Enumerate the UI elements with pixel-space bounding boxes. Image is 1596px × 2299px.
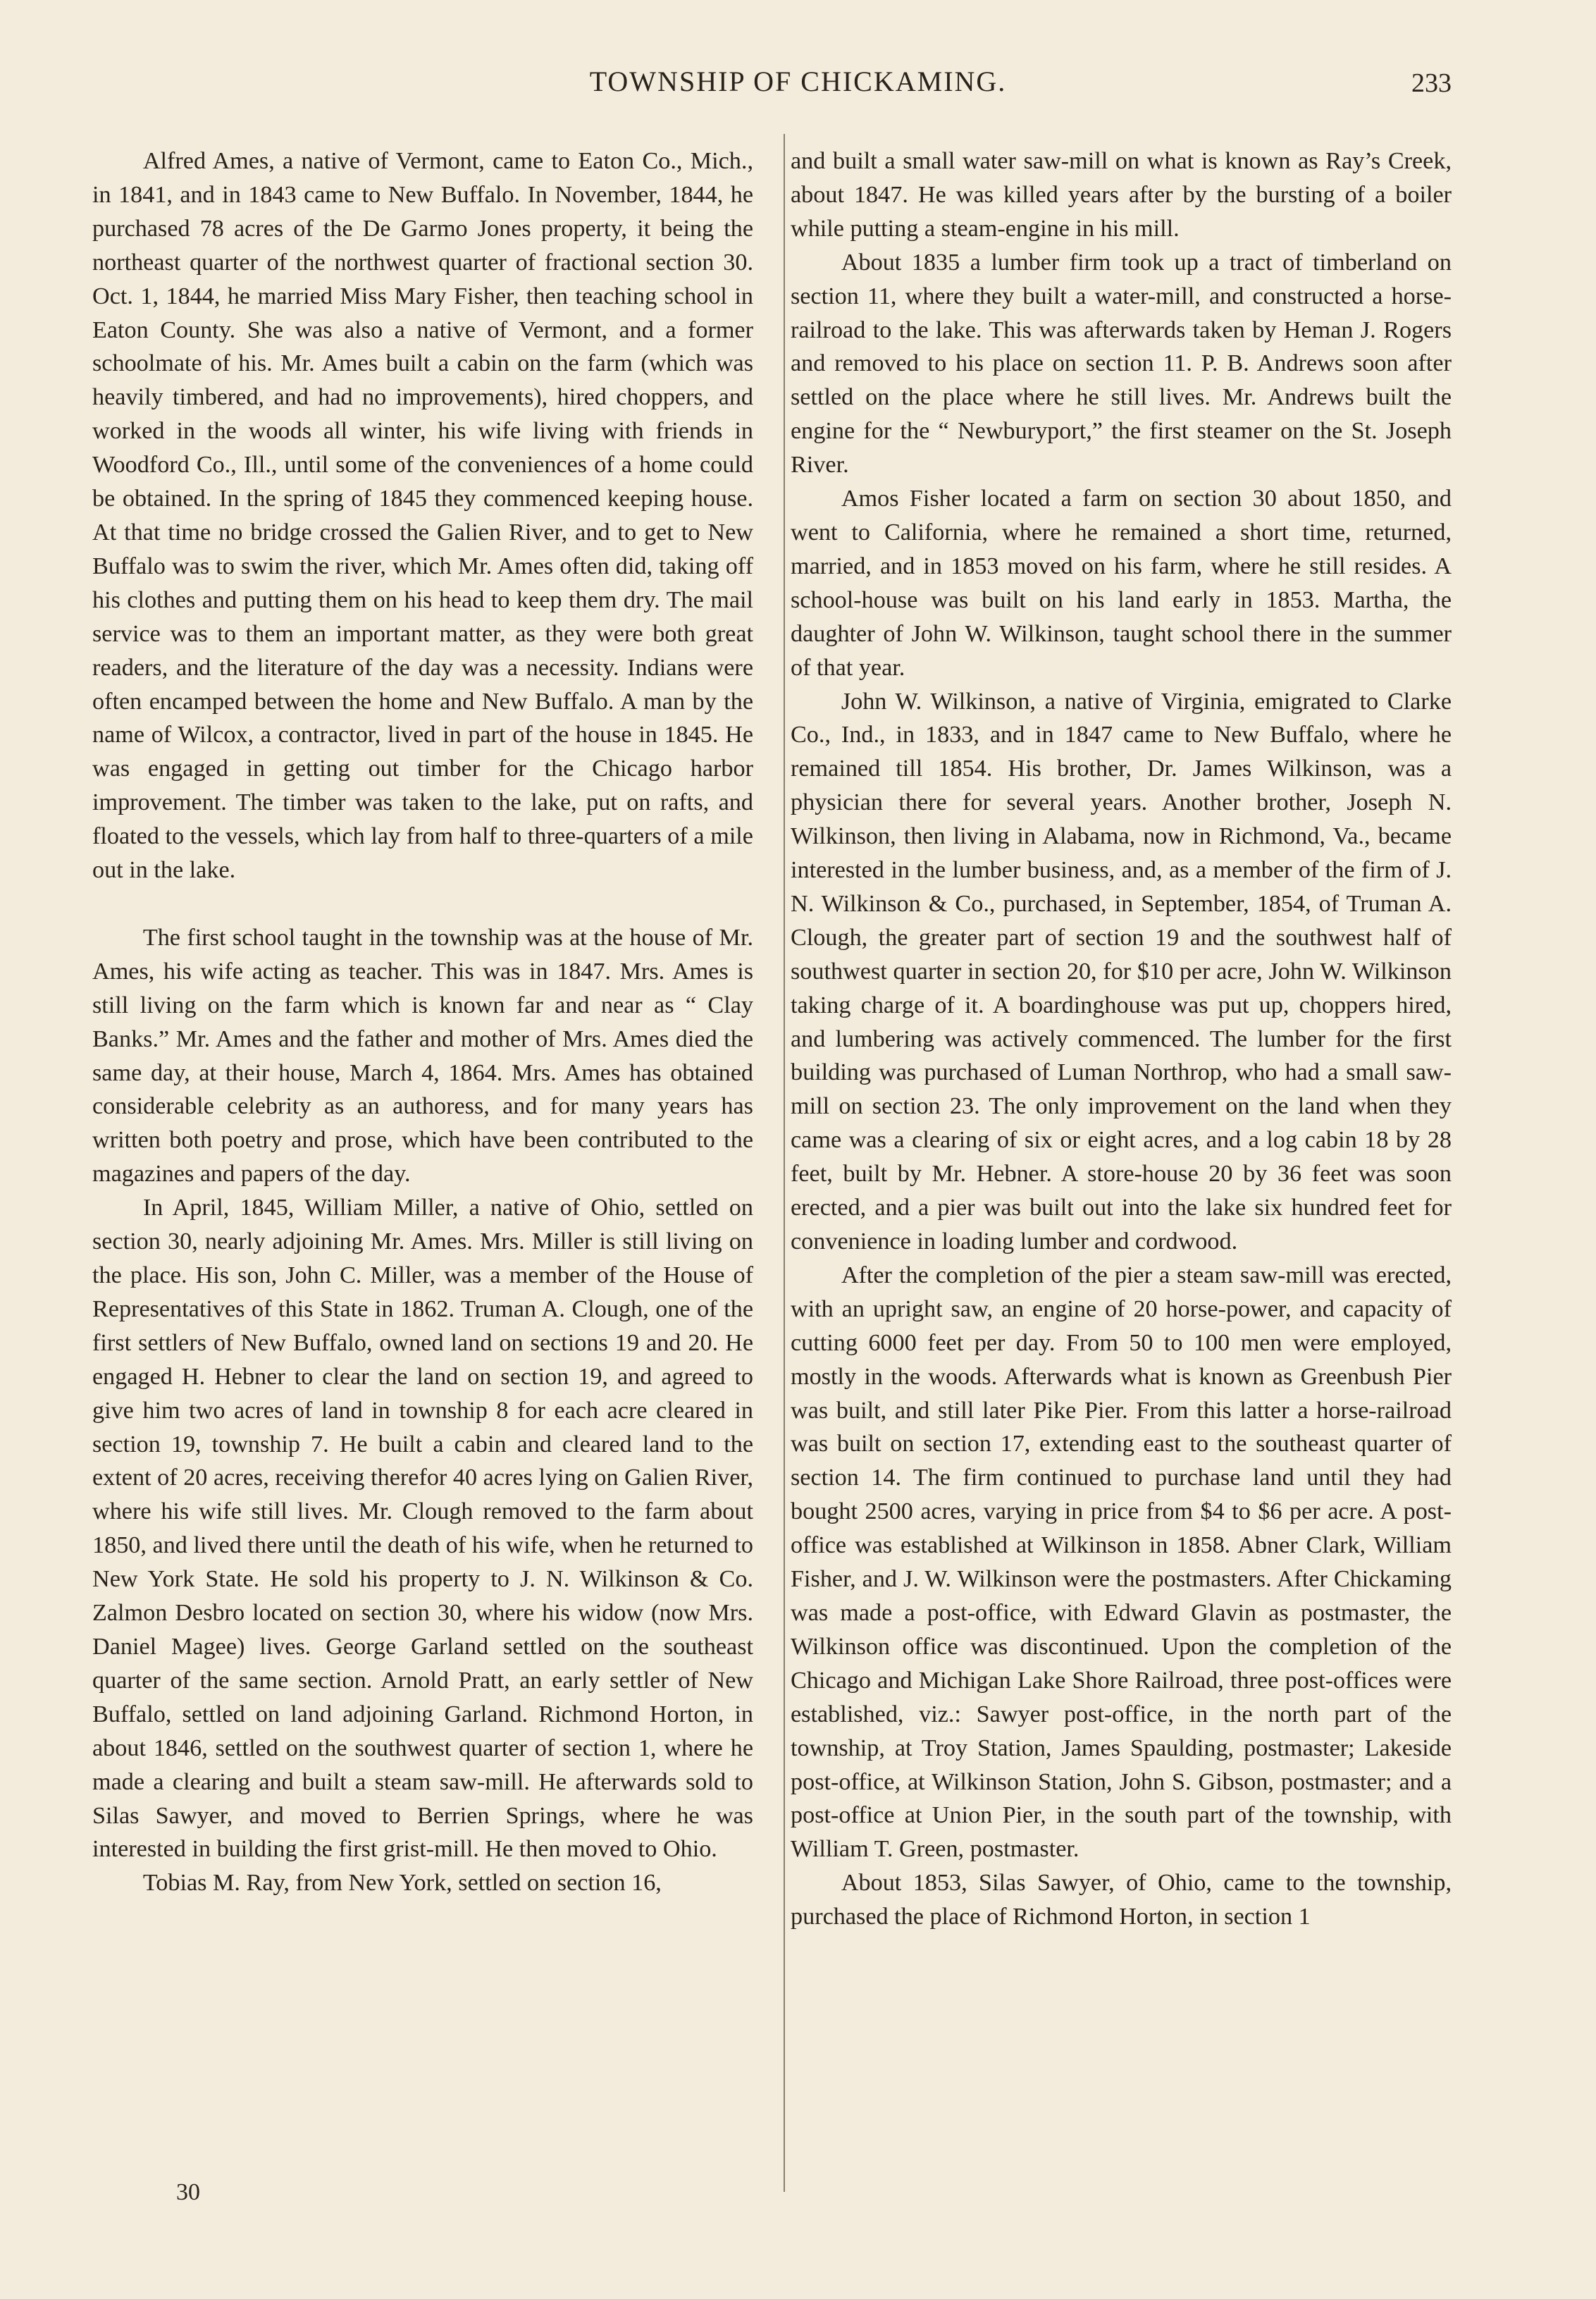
paragraph-first-school: The first school taught in the township was at the house of Mr. Ames, his wife acting as teacher. This was in 1847. Mrs. Ames is still living on the farm which is known far and near as “ Clay Banks.” Mr. Ames and the father and mother of Mrs. Ames died the same day, at their house, March 4, 1864. Mrs. Ames has obtained considerable celebrity as an authoress, and for many years has written both poetry and prose, which have been contributed to the magazines and papers of the day. bbox=[92, 924, 753, 1188]
paragraph-saw-mill: After the completion of the pier a steam saw-mill was erected, with an upright saw, an engine of 20 horse-power, and capacity of cutting 6000 feet per day. From 50 to 100 men were employed, mostly in the woods. Afterwards what is known as Greenbush Pier was built, and still later Pike Pier. From this latter a horse-railroad was built on section 17, extending east to the southeast quarter of section 14. The firm continued to purchase land until they had bought 2500 acres, varying in price from $4 to $6 per acre. A post-office was established at Wilkinson in 1858. Abner Clark, William Fisher, and J. W. Wilkinson were the postmasters. After Chickaming was made a post-office, with Edward Glavin as postmaster, the Wilkinson office was discontinued. Upon the completion of the Chicago and Michigan Lake Shore Railroad, three post-offices were established, viz.: Sawyer post-office, in the north part of the township, at Troy Station, James Spaulding, postmaster; Lakeside post-office, at Wilkinson Station, John S. Gibson, postmaster; and a post-office at Union Pier, in the south part of the township, with William T. Green, postmaster. bbox=[791, 1262, 1452, 1863]
page-header bbox=[0, 65, 1596, 107]
column-divider bbox=[784, 134, 785, 2192]
paragraph-lumber-firm: About 1835 a lumber firm took up a tract of timberland on section 11, where they built a water-mill, and constructed a horse-railroad to the lake. This was afterwards taken by Heman J. Rogers and removed to his place on section 11. P. B. Andrews soon after settled on the place where he still lives. Mr. Andrews built the engine for the “ Newburyport,” the first steamer on the St. Joseph River. bbox=[791, 249, 1452, 479]
signature-mark: 30 bbox=[176, 2179, 200, 2205]
paragraph-fisher: Amos Fisher located a farm on section 30 about 1850, and went to California, where he remained a short time, returned, married, and in 1853 moved on his farm, where he still resides. A school-house was built on his land early in 1853. Martha, the daughter of John W. Wilkinson, taught school there in the summer of that year. bbox=[791, 486, 1452, 681]
right-column bbox=[791, 144, 1452, 1934]
paragraph-ames: Alfred Ames, a native of Vermont, came to Eaton Co., Mich., in 1841, and in 1843 came to New Buffalo. In November, 1844, he purchased 78 acres of the De Garmo Jones property, it being the northeast quarter of the northwest quarter of fractional section 30. Oct. 1, 1844, he married Miss Mary Fisher, then teaching school in Eaton County. She was also a native of Vermont, and a former schoolmate of his. Mr. Ames built a cabin on the farm (which was heavily timbered, and had no improvements), hired choppers, and worked in the woods all winter, his wife living with friends in Woodford Co., Ill., until some of the conveniences of a home could be obtained. In the spring of 1845 they commenced keeping house. At that time no bridge crossed the Galien River, and to get to New Buffalo was to swim the river, which Mr. Ames often did, taking off his clothes and putting them on his head to keep them dry. The mail service was to them an important matter, as they were both great readers, and the literature of the day was a necessity. Indians were often encamped between the home and New Buffalo. A man by the name of Wilcox, a contractor, lived in part of the house in 1845. He was engaged in getting out timber for the Chicago harbor improvement. The timber was taken to the lake, put on rafts, and floated to the vessels, which lay from half to three-quarters of a mile out in the lake. bbox=[92, 148, 753, 884]
paragraph-wilkinson: John W. Wilkinson, a native of Virginia, emigrated to Clarke Co., Ind., in 1833, and in 1847 came to New Buffalo, where he remained till 1854. His brother, Dr. James Wilkinson, was a physician there for several years. Another brother, Joseph N. Wilkinson, then living in Alabama, now in Richmond, Va., became interested in the lumber business, and, as a member of the firm of J. N. Wilkinson & Co., purchased, in September, 1854, of Truman A. Clough, the greater part of section 19 and the southwest half of southwest quarter in section 20, for $10 per acre, John W. Wilkinson taking charge of it. A boardinghouse was put up, choppers hired, and lumbering was actively commenced. The lumber for the first building was purchased of Luman Northrop, who had a small saw-mill on section 23. The only improvement on the land when they came was a clearing of six or eight acres, and a log cabin 18 by 28 feet, built by Mr. Hebner. A store-house 20 by 36 feet was soon erected, and a pier was built out into the lake six hundred feet for convenience in loading lumber and cordwood. bbox=[791, 688, 1452, 1255]
paragraph-ray-continued: and built a small water saw-mill on what is known as Ray’s Creek, about 1847. He was killed years after by the bursting of a boiler while putting a steam-engine in his mill. bbox=[791, 148, 1452, 242]
running-title: TOWNSHIP OF CHICKAMING. bbox=[589, 66, 1007, 97]
paragraph-ray-start: Tobias M. Ray, from New York, settled on section 16, bbox=[142, 1870, 662, 1897]
paragraph-sawyer: About 1853, Silas Sawyer, of Ohio, came to the township, purchased the place of Richmond Horton, in section 1 bbox=[791, 1870, 1452, 1930]
page-number: 233 bbox=[1411, 68, 1452, 98]
paragraph-miller: In April, 1845, William Miller, a native of Ohio, settled on section 30, nearly adjoining Mr. Ames. Mrs. Miller is still living on the place. His son, John C. Miller, was a member of the House of Representatives of this State in 1862. Truman A. Clough, one of the first settlers of New Buffalo, owned land on sections 19 and 20. He engaged H. Hebner to clear the land on section 19, and agreed to give him two acres of land in township 8 for each acre cleared in section 19, township 7. He built a cabin and cleared land to the extent of 20 acres, receiving therefor 40 acres lying on Galien River, where his wife still lives. Mr. Clough removed to the farm about 1850, and lived there until the death of his wife, when he returned to New York State. He sold his property to J. N. Wilkinson & Co. Zalmon Desbro located on section 30, where his widow (now Mrs. Daniel Magee) lives. George Garland settled on the southeast quarter of the same section. Arnold Pratt, an early settler of New Buffalo, settled on land adjoining Garland. Richmond Horton, in about 1846, settled on the southwest quarter of section 1, where he made a clearing and built a steam saw-mill. He afterwards sold to Silas Sawyer, and moved to Berrien Springs, where he was interested in building the first grist-mill. He then moved to Ohio. bbox=[92, 1195, 753, 1863]
left-column bbox=[92, 144, 753, 1900]
